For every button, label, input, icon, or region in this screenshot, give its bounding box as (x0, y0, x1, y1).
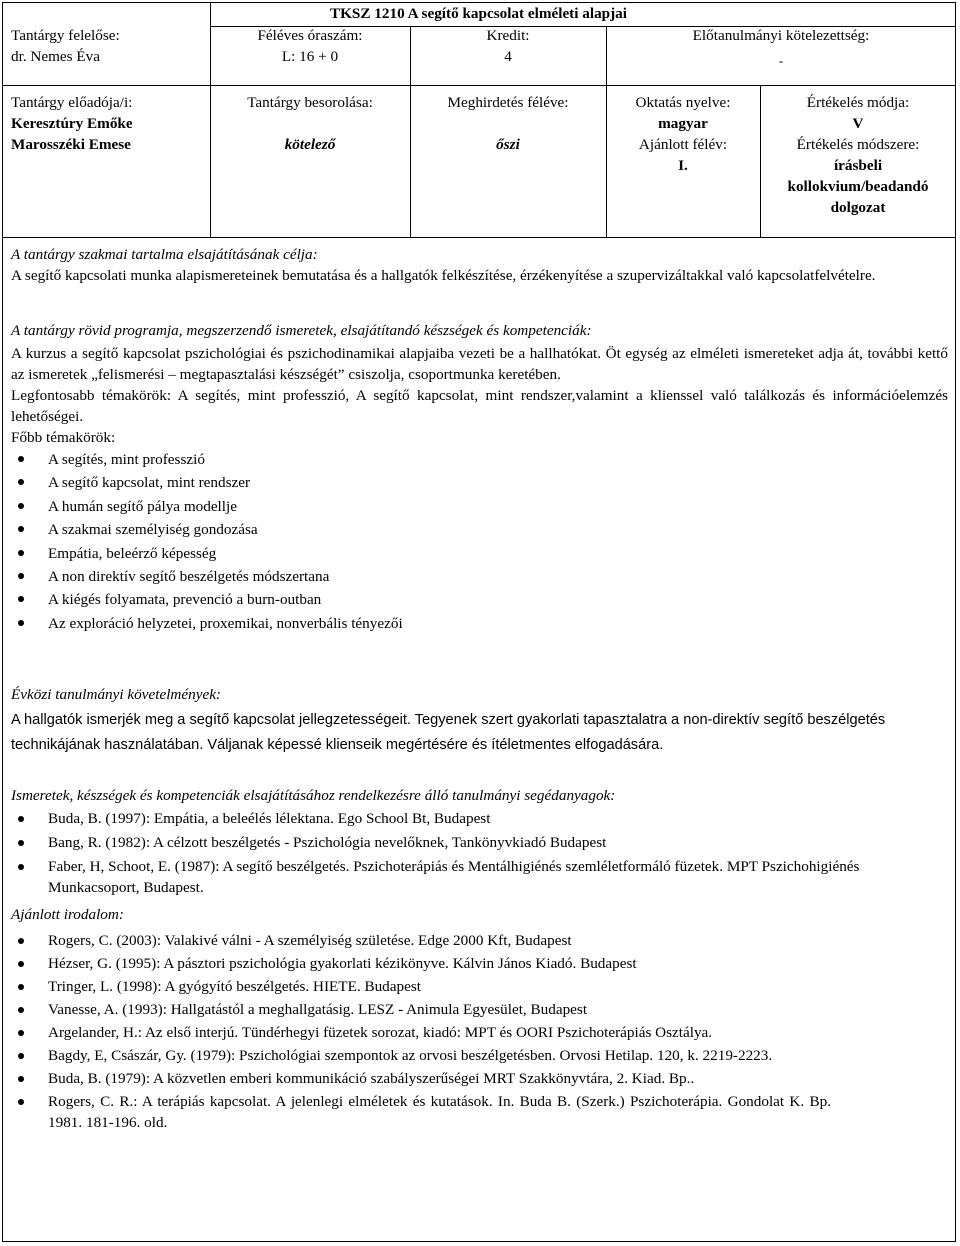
list-item: Buda, B. (1979): A közvetlen emberi kommunikáció szabályszerűségei MRT Szakkönyvtára, 2. Kiad. Bp.. (11, 1068, 831, 1089)
responsible-label: Tantárgy felelőse: (11, 27, 120, 44)
list-item: Buda, B. (1997): Empátia, a beleélés lélektana. Ego School Bt, Budapest (11, 808, 948, 829)
materials-title: Ismeretek, készségek és kompetenciák elsajátításához rendelkezésre álló tanulmányi segédanyagok: (11, 787, 616, 804)
prereq-label: Előtanulmányi kötelezettség: (692, 27, 870, 44)
materials-section (11, 785, 948, 898)
language-block (606, 92, 760, 176)
credit-value: 4 (504, 48, 512, 65)
topics-list (11, 448, 948, 635)
program-title: A tantárgy rövid programja, megszerzendő ismeretek, elsajátítandó készségek és kompetenciák: (11, 322, 592, 339)
topics-label: Főbb témakörök: (11, 429, 116, 446)
eval-method-value: kollokvium/beadandó (787, 178, 929, 195)
list-item: Rogers, C. (2003): Valakivé válni - A személyiség születése. Edge 2000 Kft, Budapest (11, 930, 831, 951)
semester-label: Meghirdetés féléve: (447, 94, 569, 111)
list-item: A segítés, mint professzió (11, 448, 948, 471)
grid-line (2, 237, 956, 238)
evaluation-block (760, 92, 956, 218)
semester-block (410, 92, 606, 155)
recommended-title: Ajánlott irodalom: (11, 906, 124, 923)
lecturers-block (11, 92, 206, 155)
goal-title: A tantárgy szakmai tartalma elsajátításának célja: (11, 246, 318, 263)
credit-label: Kredit: (486, 27, 530, 44)
credit-block (410, 25, 606, 67)
program-section (11, 320, 948, 635)
classification-label: Tantárgy besorolása: (247, 94, 373, 111)
list-item: Faber, H, Schoot, E. (1987): A segítő beszélgetés. Pszichoterápiás és Mentálhigiénés szemléletformáló füzetek. MPT Pszichohigiénés Munkacsoport, Budapest. (11, 856, 948, 898)
recommended-value: I. (678, 157, 688, 174)
eval-type-label: Értékelés módja: (806, 94, 910, 111)
list-item: Rogers, C. R.: A terápiás kapcsolat. A jelenlegi elméletek és kutatások. In. Buda B. (Szerk.) Pszichoterápia. Gondolat K. Bp. 1981. 181-196. old. (11, 1091, 831, 1133)
materials-list (11, 808, 948, 898)
list-item: A non direktív segítő beszélgetés módszertana (11, 565, 948, 588)
list-item: A szakmai személyiség gondozása (11, 518, 948, 541)
responsible-name: dr. Nemes Éva (11, 48, 100, 65)
list-item: A segítő kapcsolat, mint rendszer (11, 471, 948, 494)
hours-value: L: 16 + 0 (281, 48, 339, 65)
lecturer-name: Keresztúry Emőke (11, 115, 133, 132)
classification-value: kötelező (284, 136, 336, 153)
course-title: TKSZ 1210 A segítő kapcsolat elméleti alapjai (329, 5, 627, 22)
requirements-title: Évközi tanulmányi követelmények: (11, 686, 221, 703)
lecturers-label: Tantárgy előadója/i: (11, 94, 133, 111)
list-item: Az exploráció helyzetei, proxemikai, nonverbális tényezői (11, 612, 948, 635)
prereq-block (606, 25, 956, 70)
grid-line (2, 85, 956, 86)
recommended-label: Ajánlott félév: (638, 136, 728, 153)
eval-method-label: Értékelés módszere: (796, 136, 920, 153)
semester-value: őszi (496, 136, 520, 153)
eval-method-value: írásbeli (833, 157, 883, 174)
list-item: Vanesse, A. (1993): Hallgatástól a meghallgatásig. LESZ - Animula Egyesület, Budapest (11, 999, 831, 1020)
list-item: Empátia, beleérző képesség (11, 542, 948, 565)
eval-type-value: V (852, 115, 864, 132)
prereq-value: - (778, 53, 784, 68)
lecturer-name: Marosszéki Emese (11, 136, 131, 153)
list-item: Bagdy, E, Császár, Gy. (1979): Pszichológiai szempontok az orvosi beszélgetésben. Orvosi Hetilap. 120, k. 2219-2223. (11, 1045, 831, 1066)
list-item: Tringer, L. (1998): A gyógyító beszélgetés. HIETE. Budapest (11, 976, 831, 997)
program-paragraph: Legfontosabb témakörök: A segítés, mint professzió, A segítő kapcsolat, mint rendszer,valamint a klienssel való találkozás és információelemzés lehetőségei. (11, 387, 948, 425)
hours-label: Féléves óraszám: (257, 27, 363, 44)
recommended-list (11, 930, 831, 1133)
requirements-text: A hallgatók ismerjék meg a segítő kapcsolat jellegzetességeit. Tegyenek szert gyakorlati tapasztalatra a non-direktív segítő beszélgetés technikájának használatában. Váljanak képessé klienseik megértésére és ítéletmentes elfogadására. (11, 712, 886, 753)
responsible-block (11, 25, 206, 67)
list-item: A humán segítő pálya modellje (11, 495, 948, 518)
program-paragraph: A kurzus a segítő kapcsolat pszichológiai és pszichodinamikai alapjaiba vezeti be a hallhatókat. Öt egység az elméleti ismereteket adja át, további kettő az ismeretek „felismerési – megtapasztalási készségét” csiszolja, csoportmunka keretében. (11, 345, 948, 383)
list-item: Bang, R. (1982): A célzott beszélgetés - Pszichológia nevelőknek, Tankönyvkiadó Budapest (11, 832, 948, 853)
classification-block (210, 92, 410, 155)
requirements-section (11, 684, 948, 758)
list-item: Argelander, H.: Az első interjú. Tündérhegyi füzetek sorozat, kiadó: MPT és OORI Pszichoterápiás Osztálya. (11, 1022, 831, 1043)
list-item: A kiégés folyamata, prevenció a burn-outban (11, 588, 948, 611)
goal-text: A segítő kapcsolati munka alapismereteinek bemutatása és a hallgatók felkészítése, érzékenyítése a szupervizáltakkal való kapcsolatfelvételre. (11, 267, 876, 284)
language-value: magyar (658, 115, 708, 132)
language-label: Oktatás nyelve: (635, 94, 731, 111)
eval-method-value: dolgozat (830, 199, 886, 216)
recommended-section (11, 904, 948, 1133)
list-item: Hézser, G. (1995): A pásztori pszichológia gyakorlati kézikönyve. Kálvin János Kiadó. Budapest (11, 953, 831, 974)
goal-section (11, 244, 948, 286)
hours-block (210, 25, 410, 67)
